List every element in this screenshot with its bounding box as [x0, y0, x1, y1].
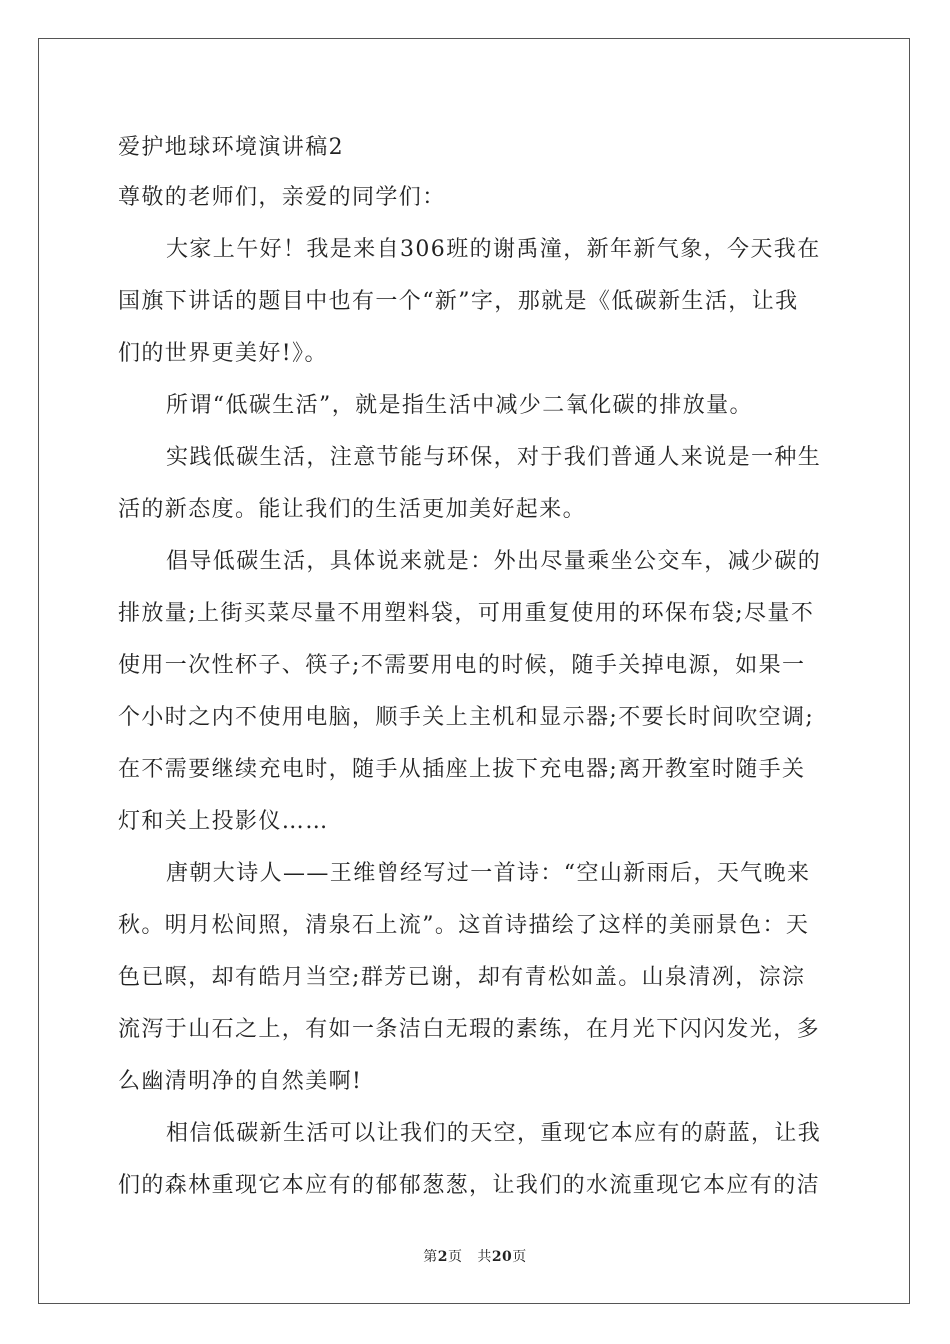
text-line: 么幽清明净的自然美啊!	[118, 1069, 363, 1094]
text-line: 灯和关上投影仪……	[118, 809, 329, 834]
paragraph-lines	[118, 172, 834, 1212]
text-line: 在不需要继续充电时，随手从插座上拔下充电器;离开教室时随手关	[118, 757, 806, 782]
text-line: 排放量;上街买菜尽量不用塑料袋，可用重复使用的环保布袋;尽量不	[118, 601, 815, 626]
text-line: 流泻于山石之上，有如一条洁白无瑕的素练，在月光下闪闪发光，多	[118, 1017, 821, 1042]
text-line: 实践低碳生活，注意节能与环保，对于我们普通人来说是一种生	[166, 445, 822, 470]
text-line: 色已暝，却有皓月当空;群芳已谢，却有青松如盖。山泉清冽，淙淙	[118, 965, 806, 990]
text-line: 相信低碳新生活可以让我们的天空，重现它本应有的蔚蓝，让我	[166, 1121, 822, 1146]
text-line: 个小时之内不使用电脑，顺手关上主机和显示器;不要长时间吹空调;	[118, 705, 815, 730]
text-line: 唐朝大诗人——王维曾经写过一首诗：“空山新雨后，天气晚来	[166, 861, 811, 886]
total-pages: 20	[491, 1249, 513, 1265]
document-body	[118, 124, 834, 1212]
total-suffix: 页	[512, 1249, 527, 1265]
document-title: 爱护地球环境演讲稿2	[118, 135, 344, 160]
text-line: 们的森林重现它本应有的郁郁葱葱，让我们的水流重现它本应有的洁	[118, 1173, 821, 1198]
total-prefix: 共	[477, 1249, 492, 1265]
text-line: 所谓“低碳生活”，就是指生活中减少二氧化碳的排放量。	[166, 393, 753, 418]
text-line: 尊敬的老师们，亲爱的同学们：	[118, 185, 446, 210]
text-line: 国旗下讲话的题目中也有一个“新”字，那就是《低碳新生活，让我	[118, 289, 799, 314]
text-line: 倡导低碳生活，具体说来就是：外出尽量乘坐公交车，减少碳的	[166, 549, 822, 574]
page-footer	[0, 1246, 950, 1266]
text-line: 秋。明月松间照，清泉石上流”。这首诗描绘了这样的美丽景色：天	[118, 913, 810, 938]
text-line: 活的新态度。能让我们的生活更加美好起来。	[118, 497, 587, 522]
text-line: 使用一次性杯子、筷子;不需要用电的时候，随手关掉电源，如果一	[118, 653, 806, 678]
page-prefix: 第	[423, 1249, 438, 1265]
text-line: 们的世界更美好!》。	[118, 341, 328, 366]
text-line: 大家上午好！我是来自306班的谢禹潼，新年新气象，今天我在	[166, 237, 821, 262]
page-number: 2	[437, 1249, 448, 1265]
page-suffix: 页	[447, 1249, 463, 1265]
